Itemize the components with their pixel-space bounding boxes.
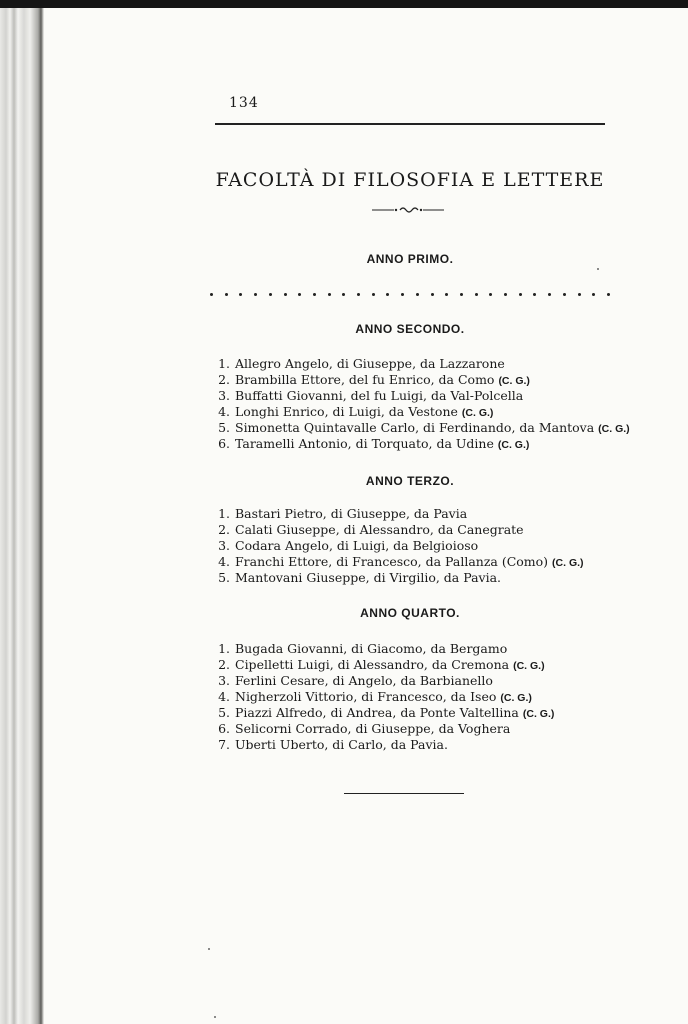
leader-dot	[372, 293, 375, 296]
leader-dot	[489, 293, 492, 296]
list-item	[212, 554, 584, 570]
student-entry: Uberti Uberto, di Carlo, da Pavia.	[235, 737, 448, 752]
student-entry: Longhi Enrico, di Luigi, da Vestone	[235, 404, 458, 419]
student-entry: Taramelli Antonio, di Torquato, da Udine	[235, 436, 494, 451]
leader-dot	[563, 293, 566, 296]
list-item	[212, 721, 554, 737]
paper-speck	[597, 268, 599, 270]
top-scan-edge	[0, 0, 688, 8]
leader-dot	[416, 293, 419, 296]
item-number: 5.	[218, 570, 230, 585]
list-item	[212, 641, 554, 657]
leader-dot	[386, 293, 389, 296]
list-item	[212, 689, 554, 705]
leader-dot	[504, 293, 507, 296]
leader-dot	[548, 293, 551, 296]
book-binding-edge	[0, 0, 44, 1024]
leader-dot	[254, 293, 257, 296]
leader-dot	[592, 293, 595, 296]
student-tag: (C. G.)	[497, 439, 530, 451]
list-item	[212, 372, 630, 388]
student-tag: (C. G.)	[598, 423, 630, 435]
student-tag: (C. G.)	[513, 660, 545, 672]
page-number: 134	[229, 95, 259, 111]
item-number: 3.	[218, 673, 230, 688]
list-item	[212, 570, 584, 586]
student-entry: Brambilla Ettore, del fu Enrico, da Como	[235, 372, 495, 387]
item-number: 6.	[218, 436, 230, 451]
student-entry: Bastari Pietro, di Giuseppe, da Pavia	[235, 506, 468, 521]
leader-dot	[298, 293, 301, 296]
leader-dot	[357, 293, 360, 296]
student-entry: Bugada Giovanni, di Giacomo, da Bergamo	[235, 641, 508, 656]
page-title: FACOLTÀ DI FILOSOFIA E LETTERE	[215, 169, 605, 191]
leader-dot	[328, 293, 331, 296]
list-item	[212, 657, 554, 673]
item-number: 4.	[218, 554, 230, 569]
student-entry: Codara Angelo, di Luigi, da Belgioioso	[235, 538, 479, 553]
leader-dot	[533, 293, 536, 296]
student-entry: Simonetta Quintavalle Carlo, di Ferdinando, da Mantova	[235, 420, 595, 435]
list-item	[212, 538, 584, 554]
item-number: 3.	[218, 388, 230, 403]
item-number: 1.	[218, 506, 230, 521]
item-number: 7.	[218, 737, 230, 752]
student-entry: Nigherzoli Vittorio, di Francesco, da Iseo	[235, 689, 497, 704]
list-item	[212, 737, 554, 753]
leader-dot	[578, 293, 581, 296]
item-number: 1.	[218, 641, 230, 656]
list-item	[212, 404, 630, 420]
student-list	[212, 641, 554, 753]
section-heading: ANNO TERZO.	[365, 474, 455, 488]
list-item	[212, 388, 630, 404]
student-entry: Mantovani Giuseppe, di Virgilio, da Pavia.	[235, 570, 502, 585]
student-entry: Piazzi Alfredo, di Andrea, da Ponte Valtellina	[235, 705, 519, 720]
student-entry: Buffatti Giovanni, del fu Luigi, da Val-Polcella	[235, 388, 524, 403]
empty-list-leader-dots	[210, 288, 610, 300]
student-entry: Calati Giuseppe, di Alessandro, da Canegrate	[235, 522, 524, 537]
list-item	[212, 356, 630, 372]
leader-dot	[519, 293, 522, 296]
ornament-divider-icon	[372, 204, 444, 216]
student-entry: Allegro Angelo, di Giuseppe, da Lazzarone	[235, 356, 505, 371]
item-number: 2.	[218, 657, 230, 672]
paper-speck	[208, 948, 210, 950]
leader-dot	[269, 293, 272, 296]
paper-speck	[214, 1016, 216, 1018]
leader-dot	[342, 293, 345, 296]
student-list	[212, 506, 584, 586]
student-entry: Cipelletti Luigi, di Alessandro, da Cremona	[235, 657, 510, 672]
item-number: 5.	[218, 705, 230, 720]
item-number: 5.	[218, 420, 230, 435]
leader-dot	[239, 293, 242, 296]
item-number: 2.	[218, 522, 230, 537]
item-number: 3.	[218, 538, 230, 553]
leader-dot	[475, 293, 478, 296]
leader-dot	[210, 293, 213, 296]
leader-dot	[445, 293, 448, 296]
list-item	[212, 420, 630, 436]
section-heading: ANNO QUARTO.	[360, 606, 460, 620]
list-item	[212, 705, 554, 721]
student-entry: Franchi Ettore, di Francesco, da Pallanza (Como)	[235, 554, 549, 569]
list-item	[212, 522, 584, 538]
student-list	[212, 356, 630, 452]
student-tag: (C. G.)	[522, 708, 555, 720]
item-number: 4.	[218, 689, 230, 704]
leader-dot	[460, 293, 463, 296]
header-rule	[215, 123, 605, 125]
leader-dot	[225, 293, 228, 296]
closing-rule	[344, 793, 464, 794]
student-entry: Ferlini Cesare, di Angelo, da Barbianello	[235, 673, 493, 688]
list-item	[212, 436, 630, 452]
leader-dot	[284, 293, 287, 296]
item-number: 6.	[218, 721, 230, 736]
leader-dot	[313, 293, 316, 296]
section-heading: ANNO SECONDO.	[355, 322, 465, 336]
leader-dot	[401, 293, 404, 296]
student-tag: (C. G.)	[500, 692, 532, 704]
leader-dot	[607, 293, 610, 296]
leader-dot	[431, 293, 434, 296]
item-number: 1.	[218, 356, 230, 371]
student-tag: (C. G.)	[498, 375, 530, 387]
item-number: 2.	[218, 372, 230, 387]
student-entry: Selicorni Corrado, di Giuseppe, da Voghera	[235, 721, 511, 736]
list-item	[212, 506, 584, 522]
student-tag: (C. G.)	[552, 557, 584, 569]
student-tag: (C. G.)	[461, 407, 494, 419]
section-heading: ANNO PRIMO.	[366, 252, 454, 266]
list-item	[212, 673, 554, 689]
item-number: 4.	[218, 404, 230, 419]
